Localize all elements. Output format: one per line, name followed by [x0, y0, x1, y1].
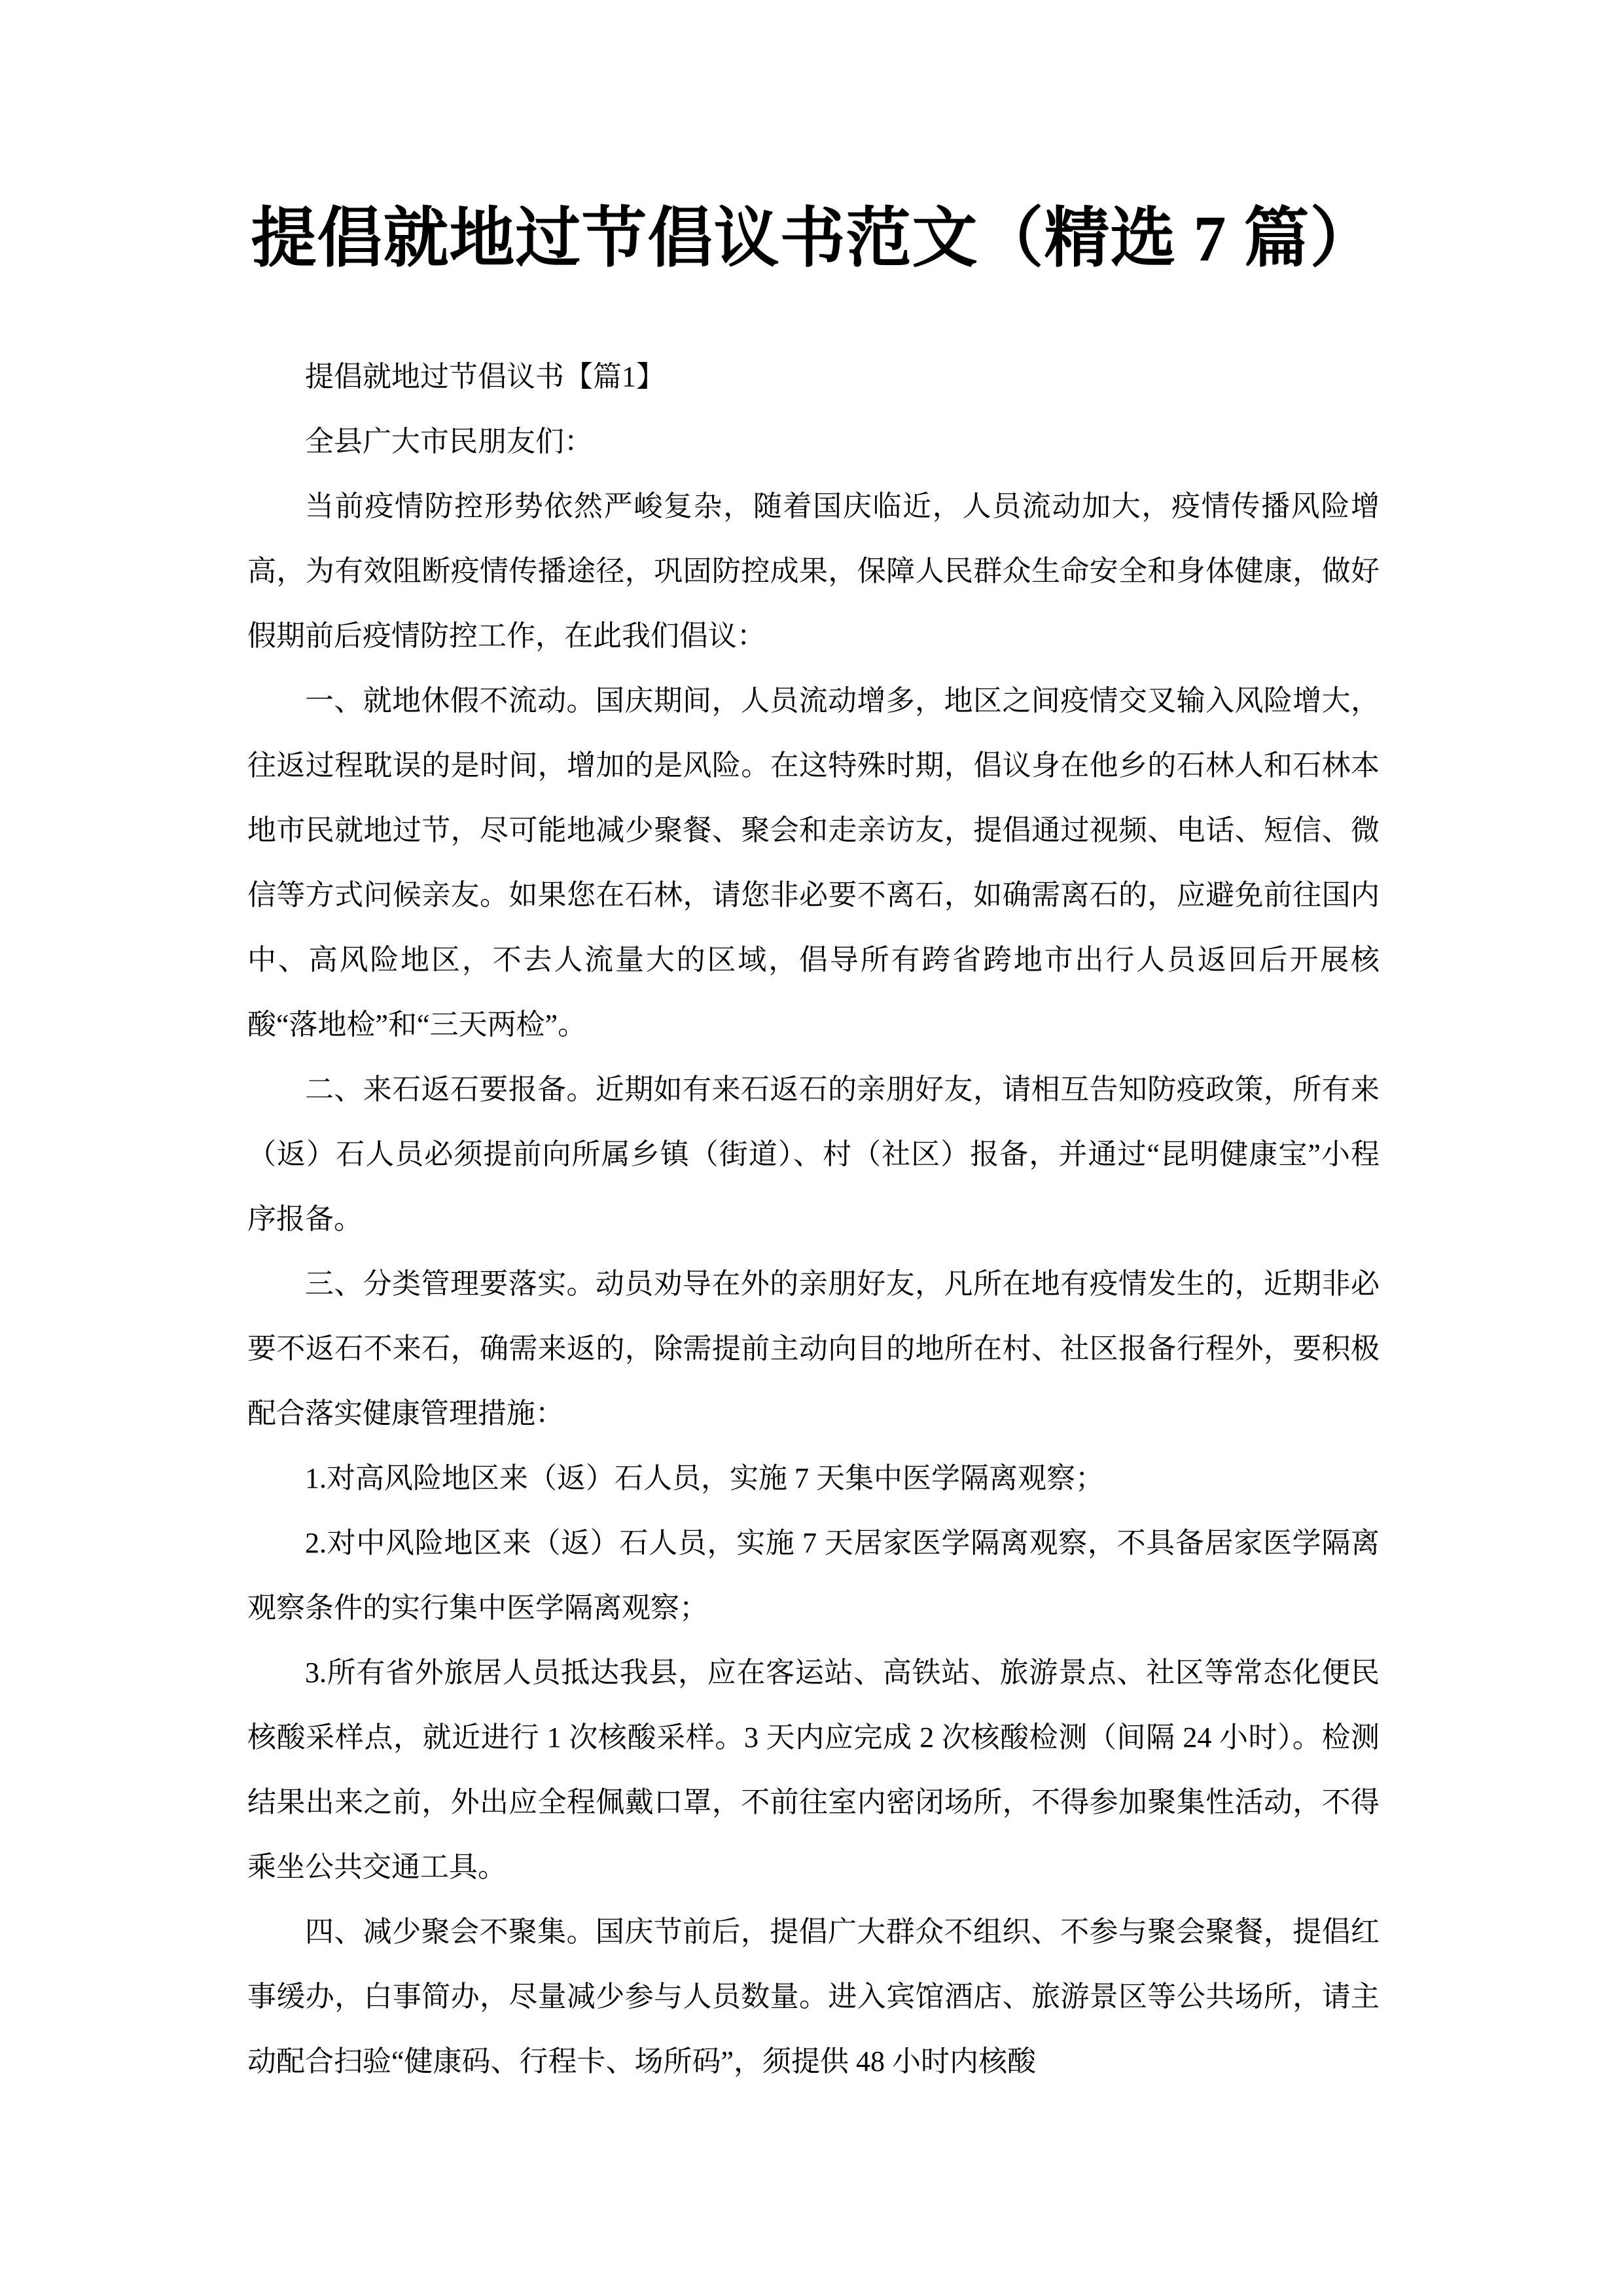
paragraph-salutation: 全县广大市民朋友们： [305, 425, 593, 457]
paragraph-heading-piece-1: 提倡就地过节倡议书【篇1】 [305, 361, 665, 393]
paragraph-subitem-2: 2.对中风险地区来（返）石人员，实施 7 天居家医学隔离观察，不具备居家医学隔离观察条件的实行集中医学隔离观察； [247, 1527, 1380, 1624]
paragraph-intro: 当前疫情防控形势依然严峻复杂，随着国庆临近，人员流动加大，疫情传播风险增高，为有效阻断疫情传播途径，巩固防控成果，保障人民群众生命安全和身体健康，做好假期前后疫情防控工作，在此我们倡议： [247, 490, 1380, 652]
paragraph-item-2: 二、来石返石要报备。近期如有来石返石的亲朋好友，请相互告知防疫政策，所有来（返）石人员必须提前向所属乡镇（街道）、村（社区）报备，并通过“昆明健康宝”小程序报备。 [247, 1073, 1380, 1235]
paragraph-item-3: 三、分类管理要落实。动员劝导在外的亲朋好友，凡所在地有疫情发生的，近期非必要不返石不来石，确需来返的，除需提前主动向目的地所在村、社区报备行程外，要积极配合落实健康管理措施： [247, 1268, 1380, 1429]
paragraph-subitem-1: 1.对高风险地区来（返）石人员，实施 7 天集中医学隔离观察； [305, 1462, 1104, 1494]
paragraph-item-1: 一、就地休假不流动。国庆期间，人员流动增多，地区之间疫情交叉输入风险增大，往返过程耽误的是时间，增加的是风险。在这特殊时期，倡议身在他乡的石林人和石林本地市民就地过节，尽可能地减少聚餐、聚会和走亲访友，提倡通过视频、电话、短信、微信等方式问候亲友。如果您在石林，请您非必要不离石，如确需离石的，应避免前往国内中、高风险地区，不去人流量大的区域，倡导所有跨省跨地市出行人员返回后开展核酸“落地检”和“三天两检”。 [247, 685, 1380, 1041]
paragraph-item-4: 四、减少聚会不聚集。国庆节前后，提倡广大群众不组织、不参与聚会聚餐，提倡红事缓办，白事简办，尽量减少参与人员数量。进入宾馆酒店、旅游景区等公共场所，请主动配合扫验“健康码、行程卡、场所码”，须提供 48 小时内核酸 [247, 1916, 1380, 2077]
document-title: 提倡就地过节倡议书范文（精选 7 篇） [251, 202, 1376, 275]
paragraph-subitem-3: 3.所有省外旅居人员抵达我县，应在客运站、高铁站、旅游景点、社区等常态化便民核酸采样点，就近进行 1 次核酸采样。3 天内应完成 2 次核酸检测（间隔 24 小时）。检测结果出来之前，外出应全程佩戴口罩，不前往室内密闭场所，不得参加聚集性活动，不得乘坐公共交通工具。 [247, 1657, 1380, 1883]
